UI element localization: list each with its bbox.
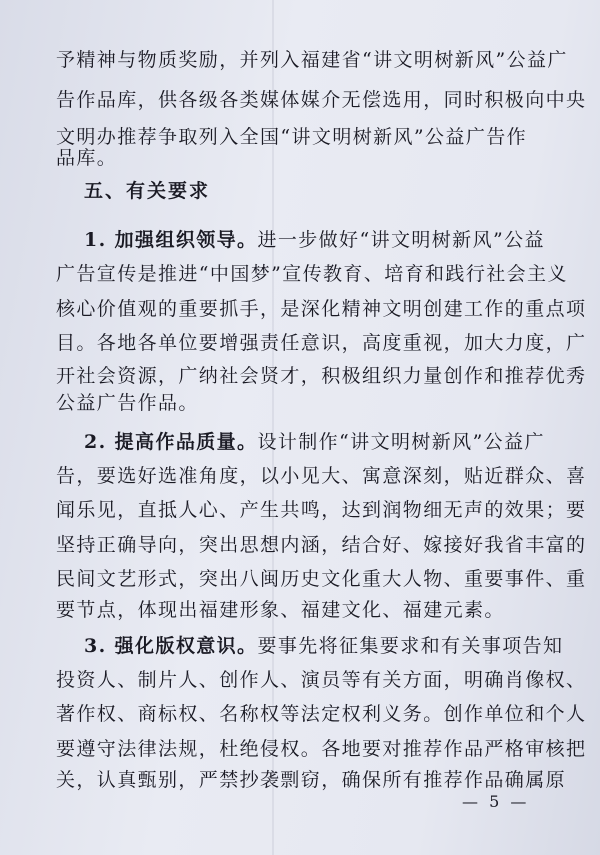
text-line: 目。各地各单位要增强责任意识，高度重视，加大力度，广 bbox=[56, 332, 587, 354]
text-line: 投资人、制片人、创作人、演员等有关方面，明确肖像权、 bbox=[56, 669, 587, 691]
text-line: 闻乐见，直抵人心、产生共鸣，达到润物细无声的效果；要 bbox=[56, 499, 587, 521]
item2-first-text: 设计制作“讲文明树新风”公益广 bbox=[257, 431, 545, 453]
text-line: 品库。 bbox=[56, 147, 118, 169]
text-line: 文明办推荐争取列入全国“讲文明树新风”公益广告作 bbox=[56, 126, 528, 148]
item1-first-text: 进一步做好“讲文明树新风”公益 bbox=[257, 229, 545, 251]
item2-heading: 2. 提高作品质量。 bbox=[84, 431, 258, 453]
text-line: 要遵守法律法规，杜绝侵权。各地要对推荐作品严格审核把 bbox=[56, 738, 587, 760]
page-number: — 5 — bbox=[462, 792, 530, 811]
item1-heading: 1. 加强组织领导。 bbox=[84, 229, 258, 251]
item2-first-line bbox=[84, 430, 584, 454]
text-line: 核心价值观的重要抓手，是深化精神文明创建工作的重点项 bbox=[56, 298, 587, 320]
text-line: 关，认真甄别，严禁抄袭剽窃，确保所有推荐作品确属原 bbox=[56, 769, 567, 791]
item3-first-text: 要事先将征集要求和有关事项告知 bbox=[257, 635, 564, 657]
text-line: 予精神与物质奖励，并列入福建省“讲文明树新风”公益广 bbox=[56, 49, 568, 71]
section-heading: 五、有关要求 bbox=[84, 180, 211, 202]
text-line: 公益广告作品。 bbox=[56, 392, 199, 414]
text-line: 民间文艺形式，突出八闽历史文化重大人物、重要事件、重 bbox=[56, 568, 587, 590]
text-line: 坚持正确导向，突出思想内涵，结合好、嫁接好我省丰富的 bbox=[56, 534, 587, 556]
text-line: 告，要选好选准角度，以小见大、寓意深刻，贴近群众、喜 bbox=[56, 465, 587, 487]
text-line: 广告宣传是推进“中国梦”宣传教育、培育和践行社会主义 bbox=[56, 263, 568, 285]
text-line: 告作品库，供各级各类媒体媒介无偿选用，同时积极向中央 bbox=[56, 89, 587, 111]
text-line: 要节点，体现出福建形象、福建文化、福建元素。 bbox=[56, 599, 505, 621]
text-line: 开社会资源，广纳社会贤才，积极组织力量创作和推荐优秀 bbox=[56, 365, 587, 387]
item3-heading: 3. 强化版权意识。 bbox=[84, 635, 258, 657]
text-line: 著作权、商标权、名称权等法定权利义务。创作单位和个人 bbox=[56, 703, 587, 725]
item3-first-line bbox=[84, 634, 584, 658]
item1-first-line bbox=[84, 228, 584, 252]
